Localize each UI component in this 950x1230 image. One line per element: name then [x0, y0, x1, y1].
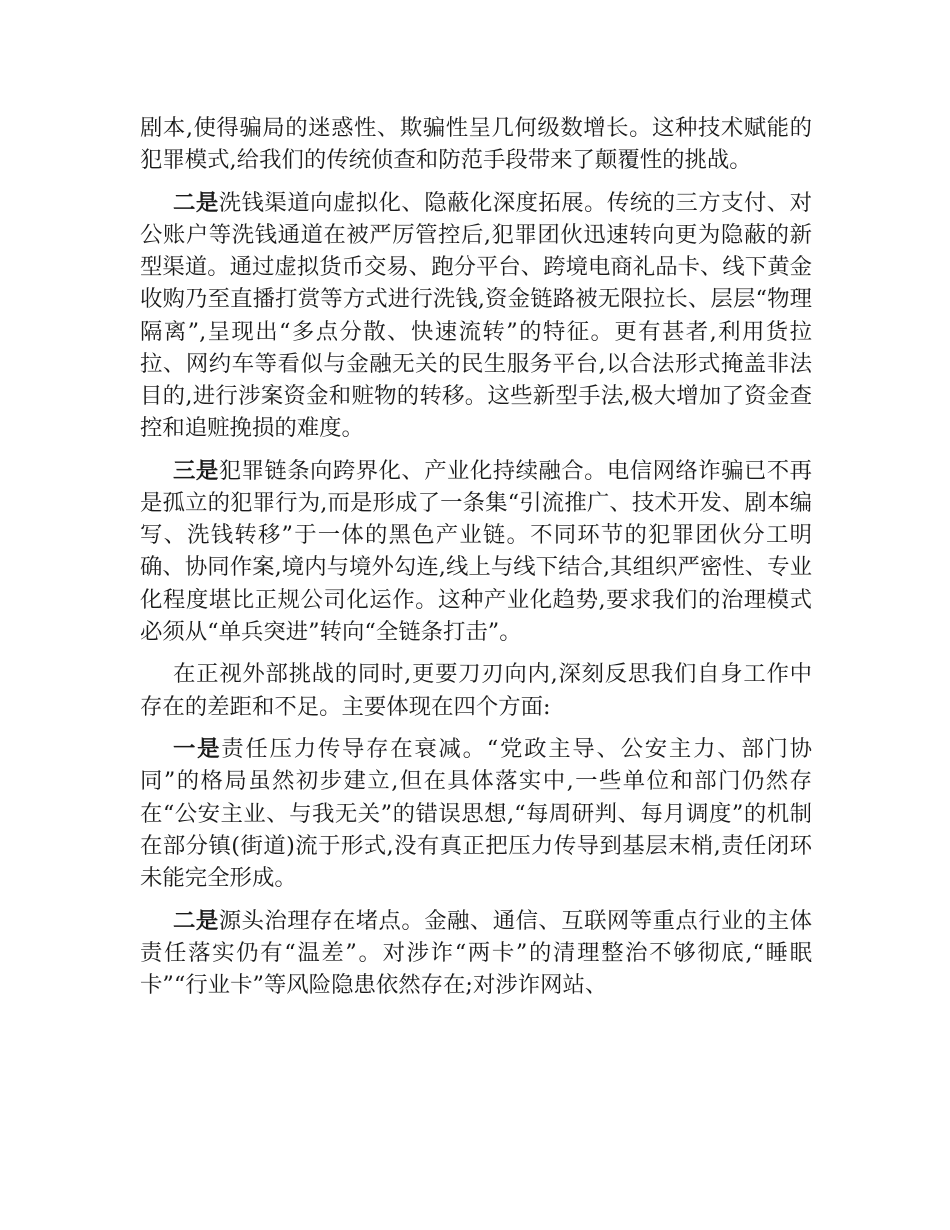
paragraph-lead: 三是 — [173, 457, 219, 484]
paragraph-text: 剧本,使得骗局的迷惑性、欺骗性呈几何级数增长。这种技术赋能的犯罪模式,给我们的传统侦查和防范手段带来了颠覆性的挑战。 — [140, 115, 812, 174]
paragraph-point-two-money-laundering — [140, 187, 812, 445]
paragraph-lead: 二是 — [173, 907, 219, 934]
paragraph-lead: 一是 — [173, 736, 222, 763]
paragraph-text: 源头治理存在堵点。金融、通信、互联网等重点行业的主体责任落实仍有“温差”。对涉诈“两卡”的清理整治不够彻底,“睡眠卡”“行业卡”等风险隐患依然存在;对涉诈网站、 — [140, 907, 813, 999]
paragraph-text: 犯罪链条向跨界化、产业化持续融合。电信网络诈骗已不再是孤立的犯罪行为,而是形成了一条集“引流推广、技术开发、剧本编写、洗钱转移”于一体的黑色产业链。不同环节的犯罪团伙分工明确、协同作案,境内与境外勾连,线上与线下结合,其组织严密性、专业化程度堪比正规公司化运作。这种产业化趋势,要求我们的治理模式必须从“单兵突进”转向“全链条打击”。 — [140, 457, 813, 645]
paragraph-self-reflection-intro — [140, 658, 812, 722]
paragraph-continuation — [140, 112, 812, 176]
paragraph-text: 在正视外部挑战的同时,更要刀刃向内,深刻反思我们自身工作中存在的差距和不足。主要体现在四个方面: — [140, 661, 812, 720]
document-body — [140, 112, 812, 1012]
paragraph-text: 洗钱渠道向虚拟化、隐蔽化深度拓展。传统的三方支付、对公账户等洗钱通道在被严厉管控后,犯罪团伙迅速转向更为隐蔽的新型渠道。通过虚拟货币交易、跑分平台、跨境电商礼品卡、线下黄金收购乃至直播打赏等方式进行洗钱,资金链路被无限拉长、层层“物理隔离”,呈现出“多点分散、快速流转”的特征。更有甚者,利用货拉拉、网约车等看似与金融无关的民生服务平台,以合法形式掩盖非法目的,进行涉案资金和赃物的转移。这些新型手法,极大增加了资金查控和追赃挽损的难度。 — [140, 189, 813, 442]
paragraph-text: 责任压力传导存在衰减。“党政主导、公安主力、部门协同”的格局虽然初步建立,但在具体落实中,一些单位和部门仍然存在“公安主业、与我无关”的错误思想,“每周研判、每月调度”的机制在部分镇(街道)流于形式,没有真正把压力传导到基层末梢,责任闭环未能完全形成。 — [140, 736, 813, 892]
paragraph-point-two-source-governance — [140, 905, 812, 1002]
paragraph-point-three-crime-chain — [140, 455, 812, 648]
paragraph-lead: 二是 — [173, 189, 219, 216]
paragraph-point-one-responsibility — [140, 733, 812, 894]
